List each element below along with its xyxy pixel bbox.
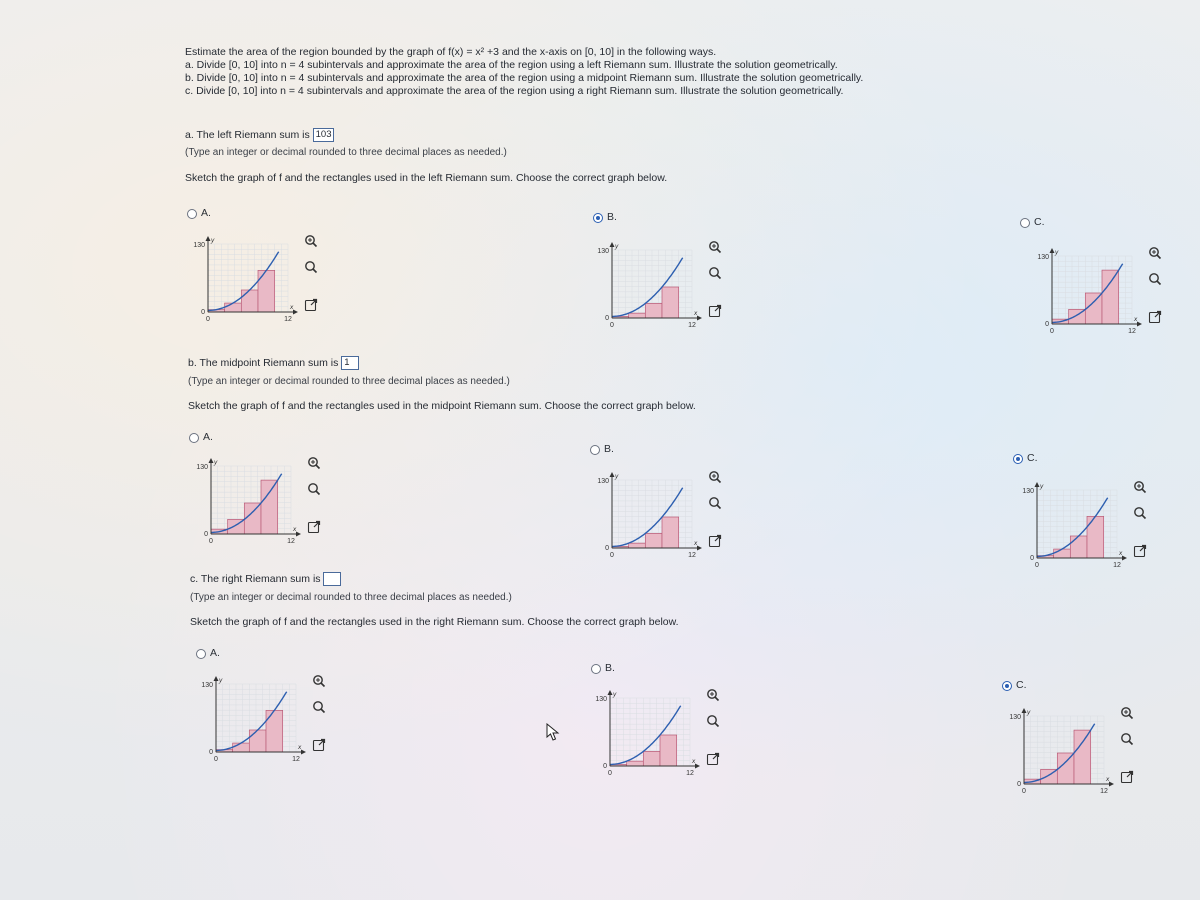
- zoom-in-icon[interactable]: [708, 470, 722, 484]
- x-axis-label: x: [692, 758, 696, 765]
- zoom-out-icon[interactable]: [1120, 732, 1134, 746]
- x-axis-max-label: 12: [686, 770, 694, 777]
- riemann-rectangle: [233, 743, 250, 752]
- part-b-prompt: [188, 356, 359, 370]
- x-axis-max-label: 12: [292, 756, 300, 763]
- y-axis-zero-label: 0: [1030, 555, 1034, 562]
- graph-b-C: [1015, 478, 1135, 570]
- zoom-in-icon[interactable]: [708, 240, 722, 254]
- riemann-rectangle: [662, 287, 679, 318]
- y-axis-label: y: [1027, 709, 1031, 716]
- graph-b-B: [590, 468, 710, 560]
- zoom-in-icon[interactable]: [307, 456, 321, 470]
- y-axis-max-label: 130: [1022, 488, 1034, 495]
- y-axis-label: y: [219, 677, 223, 684]
- radio-part-b-option-c[interactable]: [1013, 454, 1023, 464]
- option-label-a-a: A.: [201, 207, 211, 219]
- option-label-c-b: B.: [605, 662, 615, 674]
- riemann-rectangle: [1057, 753, 1074, 784]
- x-axis-label: x: [694, 540, 698, 547]
- riemann-rectangle: [627, 761, 644, 766]
- zoom-out-icon[interactable]: [708, 266, 722, 280]
- part-a-answer-input[interactable]: 103: [313, 128, 335, 142]
- part-c-label: c. The right Riemann sum is: [190, 572, 321, 585]
- part-a-prompt: [185, 128, 334, 142]
- y-axis-max-label: 130: [595, 696, 607, 703]
- graph-c-A: [194, 672, 314, 764]
- option-label-a-c: C.: [1034, 216, 1045, 228]
- y-axis-label: y: [214, 459, 218, 466]
- part-c-hint: (Type an integer or decimal rounded to three decimal places as needed.): [190, 592, 512, 603]
- riemann-rectangle: [629, 313, 646, 318]
- zoom-in-icon[interactable]: [304, 234, 318, 248]
- y-axis-label: y: [615, 473, 619, 480]
- y-axis-label: y: [1040, 483, 1044, 490]
- part-a-label: a. The left Riemann sum is: [185, 128, 310, 141]
- y-axis-zero-label: 0: [1017, 781, 1021, 788]
- riemann-rectangle: [1087, 516, 1104, 558]
- zoom-in-icon[interactable]: [312, 674, 326, 688]
- graph-a-C: [1030, 244, 1150, 336]
- riemann-rectangle: [629, 543, 646, 548]
- zoom-in-icon[interactable]: [706, 688, 720, 702]
- zoom-out-icon[interactable]: [1133, 506, 1147, 520]
- x-axis-label: x: [1106, 776, 1110, 783]
- zoom-out-icon[interactable]: [304, 260, 318, 274]
- zoom-out-icon[interactable]: [706, 714, 720, 728]
- option-label-b-c: C.: [1027, 452, 1038, 464]
- radio-part-c-option-a[interactable]: [196, 649, 206, 659]
- radio-part-b-option-a[interactable]: [189, 433, 199, 443]
- y-axis-label: y: [1055, 249, 1059, 256]
- graph-a-A: [186, 232, 306, 324]
- option-label-c-a: A.: [210, 647, 220, 659]
- open-external-icon[interactable]: [307, 520, 321, 534]
- riemann-rectangle: [1054, 549, 1071, 558]
- graph-c-B: [588, 686, 708, 778]
- question-item-b: b. Divide [0, 10] into n = 4 subintervals and approximate the area of the region using a midpoint Riemann sum. Illustrate the solution geometrically.: [185, 72, 864, 84]
- open-external-icon[interactable]: [312, 738, 326, 752]
- x-axis-max-label: 12: [1128, 328, 1136, 335]
- part-c-answer-input[interactable]: [323, 572, 341, 586]
- y-axis-max-label: 130: [196, 464, 208, 471]
- x-axis-zero-label: 0: [214, 756, 218, 763]
- zoom-out-icon[interactable]: [307, 482, 321, 496]
- y-axis-max-label: 130: [597, 478, 609, 485]
- x-axis-zero-label: 0: [608, 770, 612, 777]
- open-external-icon[interactable]: [1148, 310, 1162, 324]
- y-axis-zero-label: 0: [603, 763, 607, 770]
- riemann-rectangle: [249, 730, 266, 752]
- open-external-icon[interactable]: [708, 304, 722, 318]
- option-label-b-a: A.: [203, 431, 213, 443]
- open-external-icon[interactable]: [304, 298, 318, 312]
- x-axis-label: x: [694, 310, 698, 317]
- x-axis-zero-label: 0: [1022, 788, 1026, 795]
- x-axis-max-label: 12: [1113, 562, 1121, 569]
- riemann-rectangle: [1074, 730, 1091, 784]
- zoom-out-icon[interactable]: [708, 496, 722, 510]
- riemann-rectangle: [261, 480, 278, 534]
- part-c-sketch-instruction: Sketch the graph of f and the rectangles used in the right Riemann sum. Choose the correct graph below.: [190, 616, 679, 628]
- part-b-label: b. The midpoint Riemann sum is: [188, 356, 339, 369]
- riemann-rectangle: [645, 533, 662, 548]
- y-axis-zero-label: 0: [605, 545, 609, 552]
- radio-part-c-option-c[interactable]: [1002, 681, 1012, 691]
- y-axis-label: y: [613, 691, 617, 698]
- mouse-cursor-icon: [546, 723, 562, 741]
- y-axis-zero-label: 0: [209, 749, 213, 756]
- zoom-in-icon[interactable]: [1148, 246, 1162, 260]
- open-external-icon[interactable]: [1133, 544, 1147, 558]
- x-axis-zero-label: 0: [610, 552, 614, 559]
- x-axis-zero-label: 0: [206, 316, 210, 323]
- open-external-icon[interactable]: [1120, 770, 1134, 784]
- riemann-rectangle: [1085, 293, 1102, 324]
- x-axis-max-label: 12: [287, 538, 295, 545]
- riemann-rectangle: [241, 290, 258, 312]
- question-item-a: a. Divide [0, 10] into n = 4 subintervals and approximate the area of the region using a left Riemann sum. Illustrate the solution geometrically.: [185, 59, 838, 71]
- radio-part-b-option-b[interactable]: [590, 445, 600, 455]
- x-axis-zero-label: 0: [1035, 562, 1039, 569]
- y-axis-zero-label: 0: [1045, 321, 1049, 328]
- radio-part-c-option-b[interactable]: [591, 664, 601, 674]
- riemann-rectangle: [643, 751, 660, 766]
- option-label-a-b: B.: [607, 211, 617, 223]
- part-b-sketch-instruction: Sketch the graph of f and the rectangles used in the midpoint Riemann sum. Choose the correct graph below.: [188, 400, 696, 412]
- x-axis-max-label: 12: [688, 322, 696, 329]
- x-axis-zero-label: 0: [209, 538, 213, 545]
- graph-b-A: [189, 454, 309, 546]
- riemann-rectangle: [266, 710, 283, 752]
- option-label-c-c: C.: [1016, 679, 1027, 691]
- graph-a-B: [590, 238, 710, 330]
- x-axis-label: x: [1134, 316, 1138, 323]
- x-axis-label: x: [1119, 550, 1123, 557]
- riemann-rectangle: [1070, 536, 1087, 558]
- part-a-sketch-instruction: Sketch the graph of f and the rectangles used in the left Riemann sum. Choose the correct graph below.: [185, 172, 668, 184]
- x-axis-label: x: [290, 304, 294, 311]
- question-intro: Estimate the area of the region bounded by the graph of f(x) = x² +3 and the x-axis on [0, 10] in the following ways.: [185, 46, 717, 58]
- riemann-rectangle: [1102, 270, 1119, 324]
- x-axis-zero-label: 0: [610, 322, 614, 329]
- radio-part-a-option-a[interactable]: [187, 209, 197, 219]
- graph-c-C: [1002, 704, 1122, 796]
- y-axis-max-label: 130: [201, 682, 213, 689]
- part-a-hint: (Type an integer or decimal rounded to three decimal places as needed.): [185, 147, 507, 158]
- y-axis-zero-label: 0: [201, 309, 205, 316]
- radio-part-a-option-b[interactable]: [593, 213, 603, 223]
- zoom-in-icon[interactable]: [1133, 480, 1147, 494]
- y-axis-max-label: 130: [597, 248, 609, 255]
- y-axis-label: y: [615, 243, 619, 250]
- part-b-answer-input[interactable]: 1: [341, 356, 359, 370]
- x-axis-label: x: [293, 526, 297, 533]
- riemann-rectangle: [662, 517, 679, 548]
- riemann-rectangle: [225, 303, 242, 312]
- part-c-prompt: [190, 572, 341, 586]
- riemann-rectangle: [660, 735, 677, 766]
- riemann-rectangle: [244, 503, 261, 534]
- y-axis-zero-label: 0: [605, 315, 609, 322]
- y-axis-max-label: 130: [1009, 714, 1021, 721]
- x-axis-max-label: 12: [284, 316, 292, 323]
- y-axis-zero-label: 0: [204, 531, 208, 538]
- option-label-b-b: B.: [604, 443, 614, 455]
- x-axis-max-label: 12: [688, 552, 696, 559]
- riemann-rectangle: [258, 270, 275, 312]
- zoom-out-icon[interactable]: [1148, 272, 1162, 286]
- riemann-rectangle: [645, 303, 662, 318]
- open-external-icon[interactable]: [708, 534, 722, 548]
- question-item-c: c. Divide [0, 10] into n = 4 subintervals and approximate the area of the region using a right Riemann sum. Illustrate the solution geometrically.: [185, 85, 844, 97]
- zoom-in-icon[interactable]: [1120, 706, 1134, 720]
- y-axis-max-label: 130: [1037, 254, 1049, 261]
- radio-part-a-option-c[interactable]: [1020, 218, 1030, 228]
- open-external-icon[interactable]: [706, 752, 720, 766]
- part-b-hint: (Type an integer or decimal rounded to three decimal places as needed.): [188, 376, 510, 387]
- zoom-out-icon[interactable]: [312, 700, 326, 714]
- x-axis-zero-label: 0: [1050, 328, 1054, 335]
- x-axis-max-label: 12: [1100, 788, 1108, 795]
- y-axis-label: y: [211, 237, 215, 244]
- x-axis-label: x: [298, 744, 302, 751]
- y-axis-max-label: 130: [193, 242, 205, 249]
